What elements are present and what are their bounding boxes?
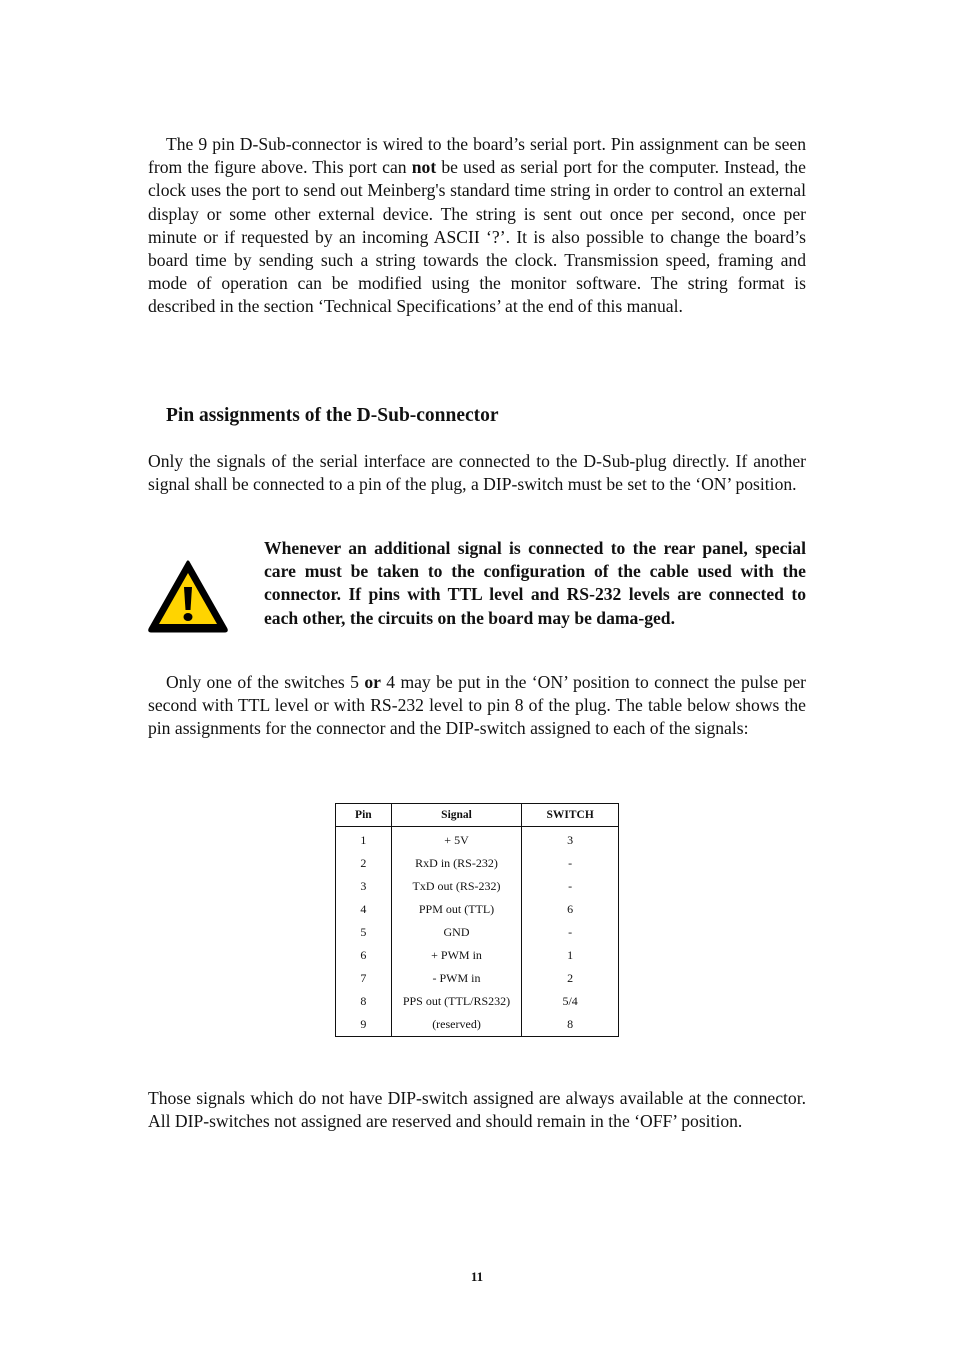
cell-switch: 2 bbox=[567, 971, 574, 985]
cell-pin: 3 bbox=[336, 875, 392, 898]
warning-text: Whenever an additional signal is connected to the rear panel, special care must be taken to the configuration of the cable used with the connector. If pins with TTL level and RS-232 levels are connected to each other, the circuits on the board may be dama-ged. bbox=[264, 538, 806, 628]
signals-paragraph: Only the signals of the serial interface are connected to the D-Sub-plug directly. If another signal shall be connected to a pin of the plug, a DIP-switch must be set to the ‘ON’ position. bbox=[148, 451, 806, 495]
cell-signal: PPM out (TTL) bbox=[391, 898, 522, 921]
intro-text-1: The 9 pin D-Sub-connector is wired to the board’s serial port. Pin assignment can be seen from the figure above. This port can bbox=[148, 134, 806, 178]
table-row bbox=[336, 898, 619, 921]
cell-signal: (reserved) bbox=[391, 1013, 522, 1037]
table-row bbox=[336, 990, 619, 1013]
table-header-row bbox=[336, 804, 619, 827]
header-pin: Pin bbox=[336, 804, 392, 827]
cell-pin: 9 bbox=[336, 1013, 392, 1037]
cell-switch: - bbox=[568, 879, 573, 893]
cell-pin: 8 bbox=[336, 990, 392, 1013]
switches-text-2: 4 may be put in the ‘ON’ position to connect the pulse per second with TTL level or with RS-232 level to pin 8 of the plug. The table below shows the pin assignments for the connector and the DIP-switch assigned to each of the signals: bbox=[148, 672, 806, 739]
intro-paragraph bbox=[148, 133, 806, 319]
cell-pin: 5 bbox=[336, 921, 392, 944]
cell-switch: - bbox=[568, 856, 573, 870]
cell-switch: 8 bbox=[567, 1017, 574, 1031]
cell-signal: RxD in (RS-232) bbox=[391, 852, 522, 875]
section-heading: Pin assignments of the D-Sub-connector bbox=[166, 405, 499, 426]
cell-pin: 6 bbox=[336, 944, 392, 967]
switches-text-1: Only one of the switches 5 bbox=[166, 672, 365, 692]
switches-bold-or: or bbox=[364, 672, 381, 692]
cell-signal: PPS out (TTL/RS232) bbox=[391, 990, 522, 1013]
header-signal: Signal bbox=[391, 804, 522, 827]
table-row bbox=[336, 827, 619, 853]
table-row bbox=[336, 875, 619, 898]
cell-signal: GND bbox=[391, 921, 522, 944]
header-switch: SWITCH bbox=[522, 804, 619, 827]
cell-pin: 7 bbox=[336, 967, 392, 990]
cell-pin: 1 bbox=[336, 827, 392, 853]
page-number: 11 bbox=[470, 1269, 484, 1284]
cell-pin: 2 bbox=[336, 852, 392, 875]
cell-signal: - PWM in bbox=[391, 967, 522, 990]
cell-switch: 3 bbox=[567, 833, 574, 847]
cell-pin: 4 bbox=[336, 898, 392, 921]
table-row bbox=[336, 944, 619, 967]
cell-signal: + 5V bbox=[391, 827, 522, 853]
cell-switch: 5/4 bbox=[562, 994, 578, 1008]
table-row bbox=[336, 1013, 619, 1037]
table-row bbox=[336, 921, 619, 944]
intro-bold-not: not bbox=[411, 157, 437, 178]
cell-signal: + PWM in bbox=[391, 944, 522, 967]
cell-switch: 1 bbox=[567, 948, 574, 962]
switches-paragraph bbox=[148, 671, 806, 741]
cell-switch: 6 bbox=[567, 902, 574, 916]
warning-triangle-icon bbox=[146, 558, 230, 634]
unassigned-paragraph: Those signals which do not have DIP-switch assigned are always available at the connector. All DIP-switches not assigned are reserved and should remain in the ‘OFF’ position. bbox=[148, 1088, 806, 1132]
table-row bbox=[336, 967, 619, 990]
intro-text-2: be used as serial port for the computer. Instead, the clock uses the port to send out Meinberg's standard time string in order to control an external display or some other external device. The string is sent out once per second, once per minute or if requested by an incoming ASCII ‘?’. It is also possible to change the board’s board time by sending such a string towards the clock. Transmission speed, framing and mode of operation can be modified using the monitor software. The string format is described in the section ‘Technical Specifications’ at the end of this manual. bbox=[148, 157, 806, 317]
pin-assignment-table bbox=[335, 803, 619, 1037]
cell-signal: TxD out (RS-232) bbox=[391, 875, 522, 898]
table-row bbox=[336, 852, 619, 875]
cell-switch: - bbox=[568, 925, 573, 939]
